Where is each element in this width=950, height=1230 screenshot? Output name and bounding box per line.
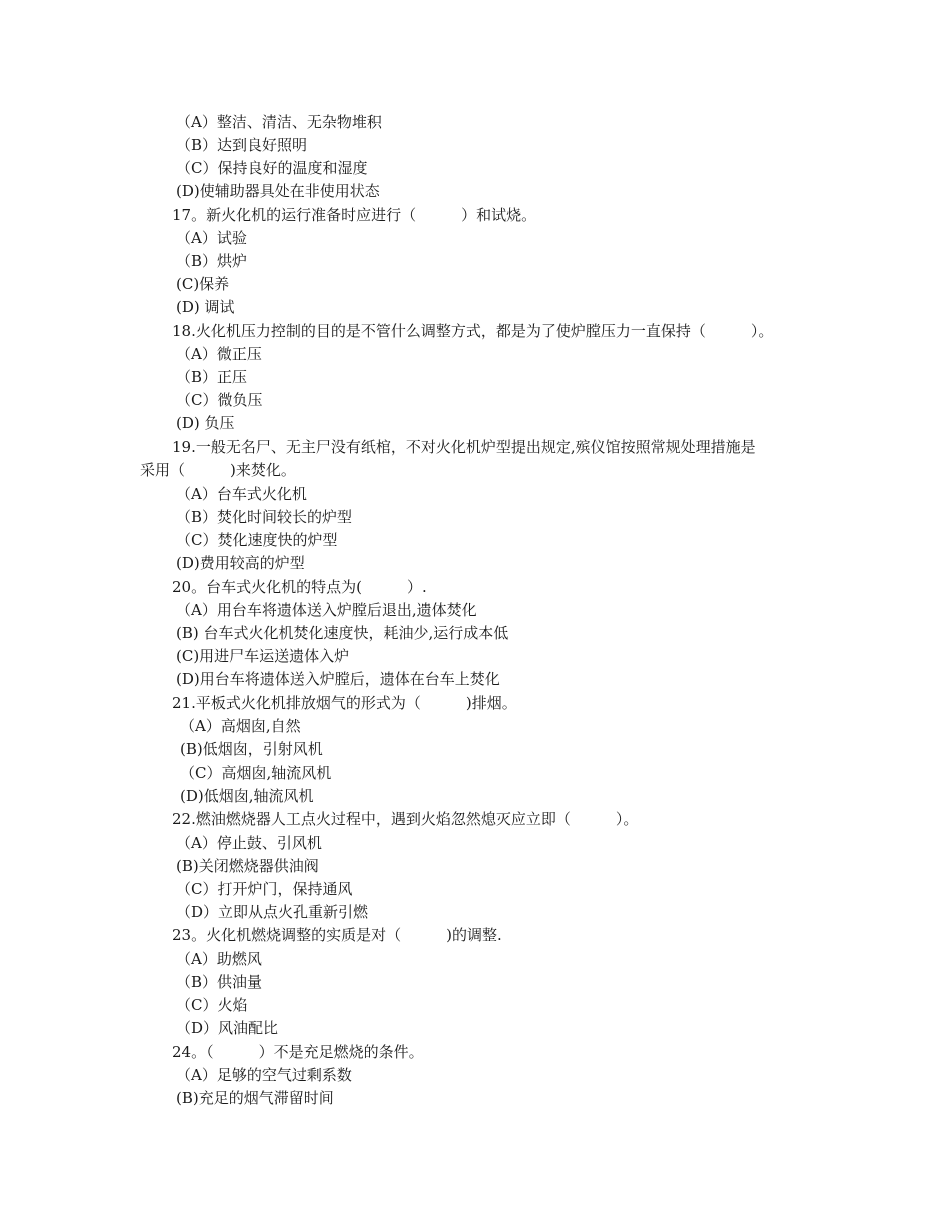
q23-option-b: （B）供油量 [176,973,263,991]
q19-text-continued: 采用（ )来焚化。 [140,461,296,479]
q24-option-a: （A）足够的空气过剩系数 [176,1066,352,1084]
q16-option-b: （B）达到良好照明 [176,136,308,154]
q20-text: 20。台车式火化机的特点为( ）. [172,578,427,596]
q18-option-b: （B）正压 [176,368,248,386]
q21-option-a: （A）高烟囱,自然 [180,717,301,735]
q16-option-a: （A）整洁、清洁、无杂物堆积 [176,113,382,131]
q20-option-b: (B) 台车式火化机焚化速度快，耗油少,运行成本低 [176,624,509,642]
q17-option-d: (D) 调试 [176,298,235,316]
q17-option-c: (C)保养 [176,275,230,293]
q16-option-d: (D)使辅助器具处在非使用状态 [176,182,380,200]
q21-option-b: (B)低烟囱，引射风机 [180,740,323,758]
q22-option-b: (B)关闭燃烧器供油阀 [176,857,319,875]
q18-option-a: （A）微正压 [176,345,262,363]
q22-option-d: （D）立即从点火孔重新引燃 [176,903,369,921]
q19-option-a: （A）台车式火化机 [176,485,307,503]
q18-text: 18.火化机压力控制的目的是不管什么调整方式，都是为了使炉膛压力一直保持（ ）。 [172,322,774,340]
q19-option-d: (D)费用较高的炉型 [176,554,305,572]
q24-text: 24。（ ）不是充足燃烧的条件。 [172,1043,424,1061]
q23-option-c: （C）火焰 [176,996,248,1014]
q22-text: 22.燃油燃烧器人工点火过程中，遇到火焰忽然熄灭应立即（ ）。 [172,810,639,828]
q22-option-a: （A）停止鼓、引风机 [176,834,322,852]
q22-option-c: （C）打开炉门，保持通风 [176,880,353,898]
q20-option-a: （A）用台车将遗体送入炉膛后退出,遗体焚化 [176,601,477,619]
q24-option-b: (B)充足的烟气滞留时间 [176,1089,334,1107]
q23-option-a: （A）助燃风 [176,950,262,968]
q17-text: 17。新火化机的运行准备时应进行（ ）和试烧。 [172,206,537,224]
q21-option-c: （C）高烟囱,轴流风机 [180,764,332,782]
q21-option-d: (D)低烟囱,轴流风机 [180,787,314,805]
q21-text: 21.平板式火化机排放烟气的形式为（ )排烟。 [172,694,517,712]
q20-option-c: (C)用进尸车运送遗体入炉 [176,647,350,665]
q20-option-d: (D)用台车将遗体送入炉膛后，遗体在台车上焚化 [176,670,500,688]
q19-text: 19.一般无名尸、无主尸没有纸棺，不对火化机炉型提出规定,殡仪馆按照常规处理措施是 [172,438,756,456]
q18-option-c: （C）微负压 [176,391,263,409]
q23-text: 23。火化机燃烧调整的实质是对（ )的调整. [172,926,502,944]
q19-option-b: （B）焚化时间较长的炉型 [176,508,353,526]
q18-option-d: (D) 负压 [176,414,235,432]
q17-option-a: （A）试验 [176,229,247,247]
q17-option-b: （B）烘炉 [176,252,248,270]
q23-option-d: （D）风油配比 [176,1019,279,1037]
q16-option-c: （C）保持良好的温度和湿度 [176,159,368,177]
q19-option-c: （C）焚化速度快的炉型 [176,531,338,549]
